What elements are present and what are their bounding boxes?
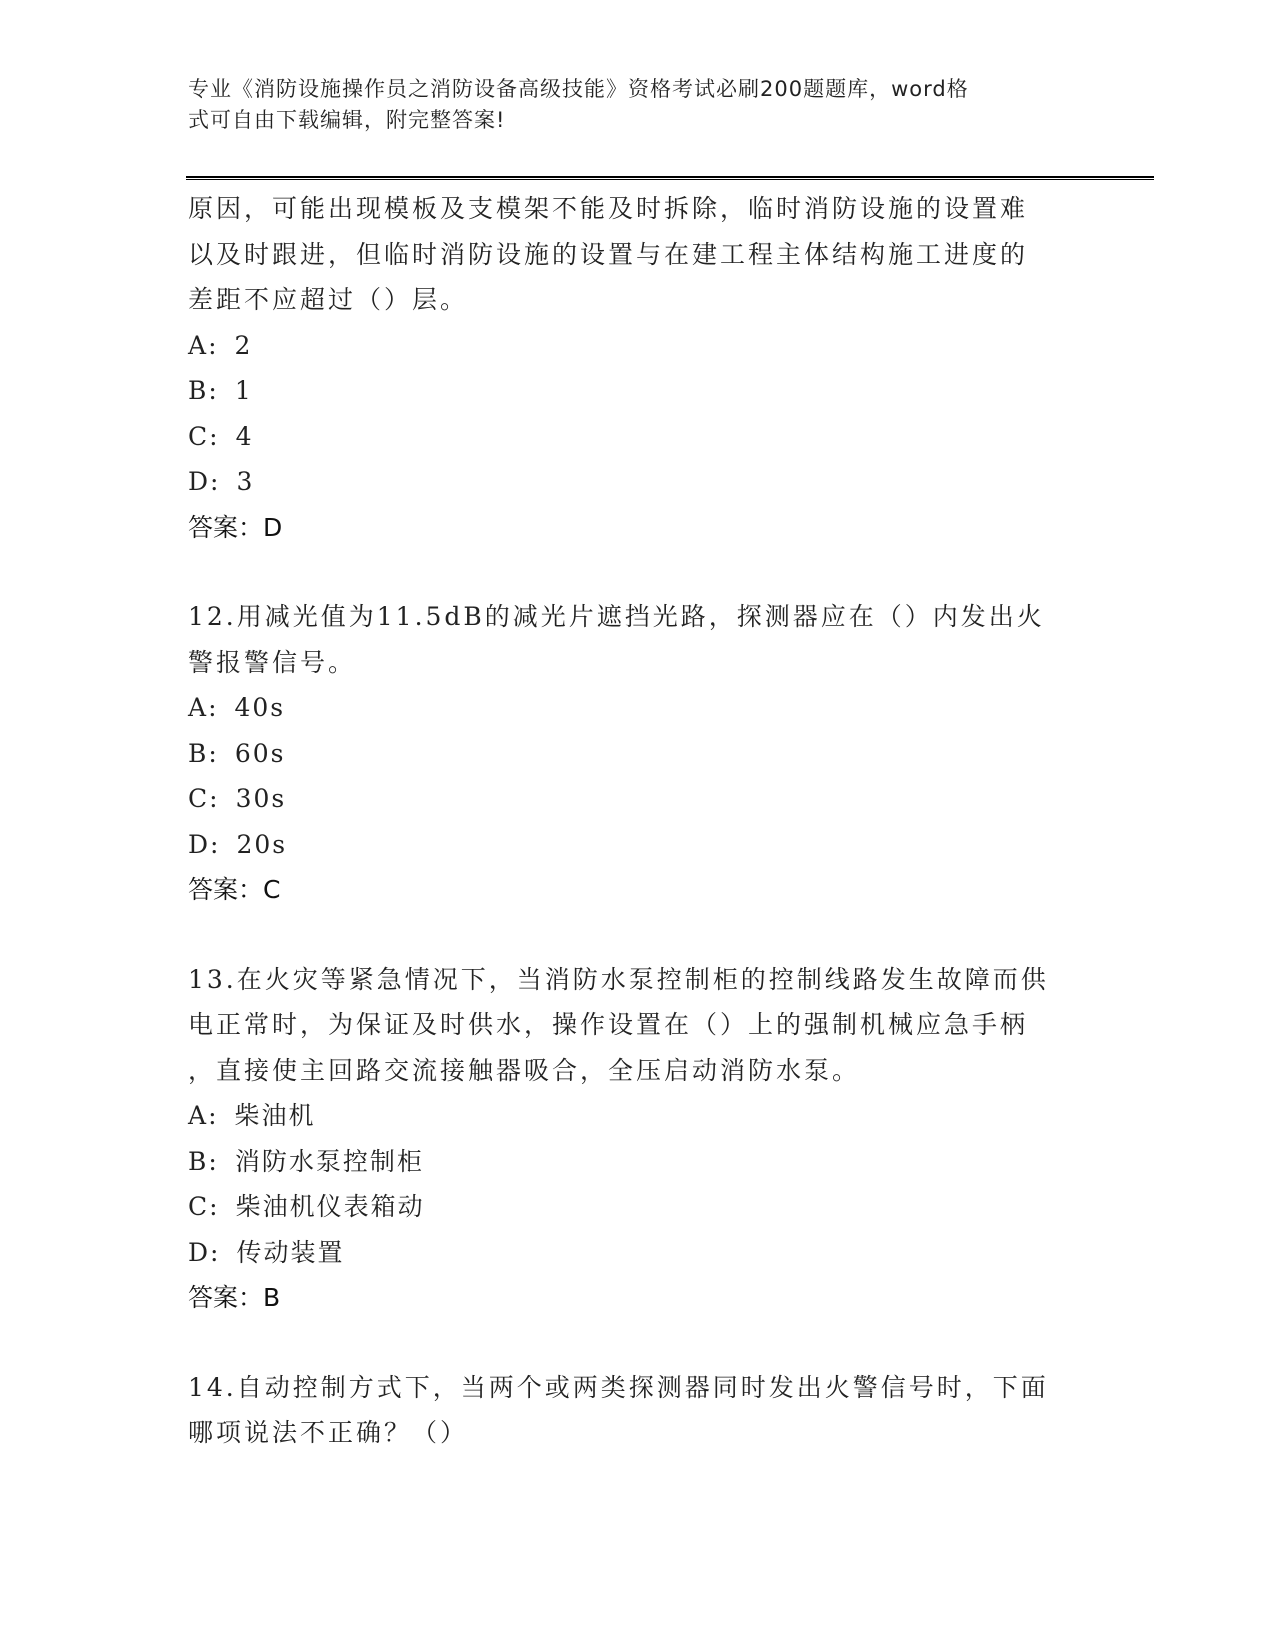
question-text-line: ，直接使主回路交流接触器吸合，全压启动消防水泵。 <box>188 1055 861 1085</box>
question-text-line: 哪项说法不正确？（） <box>188 1418 469 1447</box>
answer-value: B <box>263 1283 281 1312</box>
question-12 <box>188 594 1088 913</box>
question-text-line: 原因，可能出现模板及支模架不能及时拆除，临时消防设施的设置难 <box>188 194 1029 223</box>
page-header <box>188 74 1068 136</box>
answer-line: 答案：D <box>188 512 283 542</box>
option-c: C: 30s <box>188 784 287 813</box>
answer-value: C <box>263 875 281 904</box>
question-11-continued <box>188 186 1088 550</box>
question-content <box>188 186 1088 1456</box>
question-13 <box>188 957 1088 1321</box>
header-line-1: 专业《消防设施操作员之消防设备高级技能》资格考试必刷200题题库，word格 <box>188 77 969 101</box>
question-text-line: 14.自动控制方式下，当两个或两类探测器同时发出火警信号时，下面 <box>188 1372 1049 1402</box>
answer-line: 答案：C <box>188 875 281 904</box>
option-d: D: 传动装置 <box>188 1237 345 1267</box>
option-a: A: 2 <box>188 330 253 360</box>
question-14 <box>188 1365 1088 1456</box>
option-a: A: 柴油机 <box>188 1101 316 1130</box>
question-text-line: 电正常时，为保证及时供水，操作设置在（）上的强制机械应急手柄 <box>188 1010 1029 1039</box>
option-d: D: 20s <box>188 829 288 859</box>
answer-value: D <box>263 512 283 542</box>
option-b: B: 消防水泵控制柜 <box>188 1146 424 1176</box>
option-c: C: 4 <box>188 421 254 451</box>
question-text-line: 13.在火灾等紧急情况下，当消防水泵控制柜的控制线路发生故障而供 <box>188 964 1049 994</box>
answer-line: 答案：B <box>188 1283 281 1312</box>
question-text-line: 以及时跟进，但临时消防设施的设置与在建工程主体结构施工进度的 <box>188 239 1029 269</box>
question-text-line: 12.用减光值为11.5dB的减光片遮挡光路，探测器应在（）内发出火 <box>188 602 1045 631</box>
header-divider <box>186 176 1154 180</box>
option-b: B: 60s <box>188 738 286 768</box>
option-a: A: 40s <box>188 693 286 722</box>
question-text-line: 警报警信号。 <box>188 647 357 677</box>
option-b: B: 1 <box>188 376 253 405</box>
question-text-line: 差距不应超过（）层。 <box>188 285 469 314</box>
option-d: D: 3 <box>188 467 255 496</box>
option-c: C: 柴油机仪表箱动 <box>188 1192 425 1221</box>
header-line-2: 式可自由下载编辑，附完整答案! <box>188 108 506 132</box>
